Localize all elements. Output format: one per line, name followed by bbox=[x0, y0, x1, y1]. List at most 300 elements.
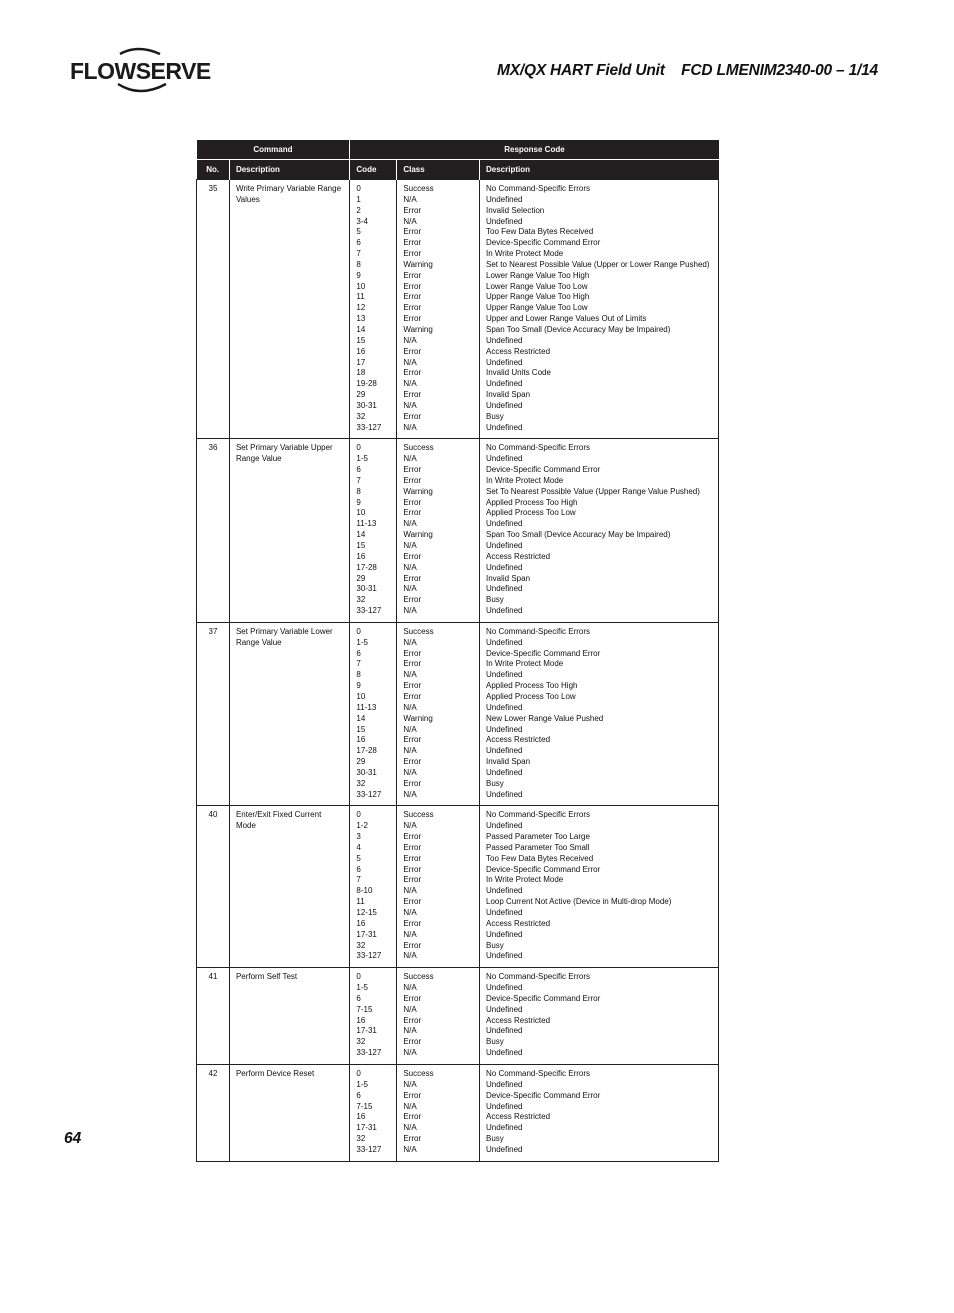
response-code: 30-31 bbox=[356, 584, 377, 594]
response-code: 0 bbox=[356, 626, 361, 636]
response-description: Applied Process Too High bbox=[486, 681, 578, 691]
response-class: Error bbox=[403, 875, 422, 885]
response-description: Lower Range Value Too High bbox=[486, 270, 590, 280]
response-class: Error bbox=[403, 681, 422, 691]
response-class: N/A bbox=[403, 606, 417, 616]
document-header-title: MX/QX HART Field Unit FCD LMENIM2340-00 – 1/14 bbox=[497, 62, 878, 79]
response-description: Undefined bbox=[486, 1048, 523, 1058]
response-code: 33-127 bbox=[356, 1144, 382, 1154]
response-code: 19-28 bbox=[356, 379, 377, 389]
response-code: 11-13 bbox=[356, 519, 377, 529]
response-description: Span Too Small (Device Accuracy May be Impaired) bbox=[486, 324, 671, 334]
response-class: N/A bbox=[403, 1004, 417, 1014]
response-code: 0 bbox=[356, 1068, 361, 1078]
response-class: N/A bbox=[403, 216, 417, 226]
response-class: N/A bbox=[403, 519, 417, 529]
table-row bbox=[197, 180, 719, 439]
response-class: Error bbox=[403, 897, 422, 907]
response-class: Warning bbox=[403, 713, 433, 723]
response-description: Too Few Data Bytes Received bbox=[486, 227, 594, 237]
response-code: 32 bbox=[356, 940, 366, 950]
response-description: Undefined bbox=[486, 194, 523, 204]
command-description: Enter/Exit Fixed Current Mode bbox=[229, 806, 349, 968]
response-description: Undefined bbox=[486, 1123, 523, 1133]
response-code: 9 bbox=[356, 270, 361, 280]
response-description: Undefined bbox=[486, 519, 523, 529]
response-code: 17-28 bbox=[356, 562, 377, 572]
response-class: N/A bbox=[403, 724, 417, 734]
response-class: Error bbox=[403, 465, 422, 475]
response-description: No Command-Specific Errors bbox=[486, 810, 591, 820]
response-code: 6 bbox=[356, 1090, 361, 1100]
response-code: 33-127 bbox=[356, 789, 382, 799]
response-class: N/A bbox=[403, 379, 417, 389]
response-description: Undefined bbox=[486, 702, 523, 712]
response-class: Error bbox=[403, 227, 422, 237]
response-code: 5 bbox=[356, 227, 361, 237]
header-response-description: Description bbox=[480, 160, 719, 180]
response-code: 1-2 bbox=[356, 821, 368, 831]
response-code: 15 bbox=[356, 335, 366, 345]
response-class: N/A bbox=[403, 422, 417, 432]
response-code: 1-5 bbox=[356, 1079, 368, 1089]
response-description: Access Restricted bbox=[486, 735, 551, 745]
response-description: Device-Specific Command Error bbox=[486, 1090, 601, 1100]
response-code: 1-5 bbox=[356, 454, 368, 464]
response-code: 8 bbox=[356, 259, 361, 269]
response-description: Busy bbox=[486, 778, 504, 788]
response-description-cell bbox=[480, 180, 719, 439]
response-description: Undefined bbox=[486, 951, 523, 961]
response-code-cell bbox=[350, 1064, 397, 1161]
response-class: N/A bbox=[403, 357, 417, 367]
response-code: 8 bbox=[356, 486, 361, 496]
response-code: 16 bbox=[356, 346, 366, 356]
response-code: 17-31 bbox=[356, 1026, 377, 1036]
response-code: 16 bbox=[356, 735, 366, 745]
response-code: 9 bbox=[356, 497, 361, 507]
response-description: In Write Protect Mode bbox=[486, 475, 564, 485]
command-description: Set Primary Variable Lower Range Value bbox=[229, 622, 349, 806]
header-no: No. bbox=[197, 160, 230, 180]
response-class-cell bbox=[397, 439, 480, 623]
response-code-cell bbox=[350, 180, 397, 439]
response-description: Undefined bbox=[486, 562, 523, 572]
response-class: Error bbox=[403, 205, 422, 215]
response-code: 7-15 bbox=[356, 1004, 373, 1014]
response-class: N/A bbox=[403, 983, 417, 993]
response-class: N/A bbox=[403, 584, 417, 594]
response-class: Error bbox=[403, 842, 422, 852]
response-description: Invalid Units Code bbox=[486, 368, 551, 378]
response-code: 16 bbox=[356, 1015, 366, 1025]
response-code: 0 bbox=[356, 184, 361, 193]
response-description: Undefined bbox=[486, 821, 523, 831]
response-description: Passed Parameter Too Small bbox=[486, 842, 590, 852]
response-code: 15 bbox=[356, 724, 366, 734]
response-class-cell bbox=[397, 1064, 480, 1161]
response-description: Undefined bbox=[486, 1144, 523, 1154]
response-code: 32 bbox=[356, 1037, 366, 1047]
response-description: Applied Process Too High bbox=[486, 497, 578, 507]
response-class: N/A bbox=[403, 789, 417, 799]
response-description-cell bbox=[480, 439, 719, 623]
table-row bbox=[197, 806, 719, 968]
response-description: In Write Protect Mode bbox=[486, 249, 564, 259]
response-description: Busy bbox=[486, 411, 504, 421]
response-description-cell bbox=[480, 968, 719, 1065]
logo-text: FLOWSERVE bbox=[70, 58, 211, 84]
response-class: Error bbox=[403, 918, 422, 928]
header-code: Code bbox=[350, 160, 397, 180]
response-class: Warning bbox=[403, 259, 433, 269]
response-class: Error bbox=[403, 249, 422, 259]
response-class: N/A bbox=[403, 400, 417, 410]
table-row bbox=[197, 968, 719, 1065]
response-code: 3-4 bbox=[356, 216, 368, 226]
response-code: 5 bbox=[356, 853, 361, 863]
response-class: Error bbox=[403, 573, 422, 583]
response-class: Error bbox=[403, 757, 422, 767]
response-class: N/A bbox=[403, 929, 417, 939]
response-description: Undefined bbox=[486, 789, 523, 799]
response-code: 30-31 bbox=[356, 400, 377, 410]
response-description: Undefined bbox=[486, 584, 523, 594]
response-code: 11 bbox=[356, 897, 365, 907]
response-description: Undefined bbox=[486, 637, 523, 647]
response-class: N/A bbox=[403, 1144, 417, 1154]
response-description: Invalid Span bbox=[486, 573, 531, 583]
response-class-cell bbox=[397, 622, 480, 806]
response-description: Set to Nearest Possible Value (Upper or Lower Range Pushed) bbox=[486, 259, 710, 269]
table-row bbox=[197, 1064, 719, 1161]
response-description: Access Restricted bbox=[486, 918, 551, 928]
response-description-cell bbox=[480, 1064, 719, 1161]
response-class: Error bbox=[403, 735, 422, 745]
response-code: 17-31 bbox=[356, 1123, 377, 1133]
response-class-cell bbox=[397, 806, 480, 968]
response-code: 14 bbox=[356, 324, 366, 334]
response-description: Device-Specific Command Error bbox=[486, 465, 601, 475]
response-code: 17-28 bbox=[356, 746, 377, 756]
response-class: Error bbox=[403, 292, 422, 302]
response-description: Undefined bbox=[486, 983, 523, 993]
response-description: Undefined bbox=[486, 746, 523, 756]
response-code: 7-15 bbox=[356, 1101, 373, 1111]
response-class: Error bbox=[403, 497, 422, 507]
response-class: Error bbox=[403, 1090, 422, 1100]
response-code: 1-5 bbox=[356, 983, 368, 993]
response-class: N/A bbox=[403, 1123, 417, 1133]
response-code: 17-31 bbox=[356, 929, 377, 939]
response-description: Invalid Selection bbox=[486, 205, 545, 215]
command-number: 40 bbox=[197, 806, 230, 968]
response-class: Error bbox=[403, 551, 422, 561]
response-class: N/A bbox=[403, 454, 417, 464]
response-class: Error bbox=[403, 853, 422, 863]
response-description: Undefined bbox=[486, 606, 523, 616]
response-code: 12 bbox=[356, 303, 366, 313]
response-description-cell bbox=[480, 622, 719, 806]
response-code: 0 bbox=[356, 810, 361, 820]
response-code: 10 bbox=[356, 281, 366, 291]
response-description: Device-Specific Command Error bbox=[486, 993, 601, 1003]
response-code: 17 bbox=[356, 357, 366, 367]
response-code: 33-127 bbox=[356, 606, 382, 616]
response-description: Undefined bbox=[486, 670, 523, 680]
response-description: New Lower Range Value Pushed bbox=[486, 713, 604, 723]
response-description: Lower Range Value Too Low bbox=[486, 281, 588, 291]
response-class: Error bbox=[403, 1015, 422, 1025]
response-code: 16 bbox=[356, 551, 366, 561]
response-class: Error bbox=[403, 368, 422, 378]
response-description: Undefined bbox=[486, 400, 523, 410]
response-code: 2 bbox=[356, 205, 361, 215]
response-description: In Write Protect Mode bbox=[486, 659, 564, 669]
response-class: Success bbox=[403, 810, 434, 820]
response-description: Upper Range Value Too High bbox=[486, 292, 590, 302]
response-code: 10 bbox=[356, 508, 366, 518]
response-description: Device-Specific Command Error bbox=[486, 864, 601, 874]
response-class: Error bbox=[403, 993, 422, 1003]
response-description: Too Few Data Bytes Received bbox=[486, 853, 594, 863]
response-description: Busy bbox=[486, 940, 504, 950]
response-class: Warning bbox=[403, 486, 433, 496]
response-class: Warning bbox=[403, 530, 433, 540]
response-description: Undefined bbox=[486, 216, 523, 226]
response-class-cell bbox=[397, 968, 480, 1065]
response-class: N/A bbox=[403, 562, 417, 572]
command-description: Write Primary Variable Range Values bbox=[229, 180, 349, 439]
response-class: N/A bbox=[403, 702, 417, 712]
response-class: Error bbox=[403, 864, 422, 874]
flowserve-logo bbox=[68, 44, 211, 96]
response-class: N/A bbox=[403, 541, 417, 550]
response-code-cell bbox=[350, 968, 397, 1065]
response-code: 7 bbox=[356, 249, 361, 259]
response-code: 18 bbox=[356, 368, 366, 378]
response-class: N/A bbox=[403, 637, 417, 647]
response-code: 1-5 bbox=[356, 637, 368, 647]
response-code: 14 bbox=[356, 713, 366, 723]
response-description: Applied Process Too Low bbox=[486, 508, 576, 518]
response-code: 32 bbox=[356, 1134, 366, 1144]
response-class: Error bbox=[403, 281, 422, 291]
response-description: Undefined bbox=[486, 541, 523, 550]
response-class: Success bbox=[403, 626, 434, 636]
response-code: 6 bbox=[356, 993, 361, 1003]
response-code: 11-13 bbox=[356, 702, 377, 712]
response-class: N/A bbox=[403, 194, 417, 204]
response-class: N/A bbox=[403, 1079, 417, 1089]
response-code: 32 bbox=[356, 778, 366, 788]
response-class: Error bbox=[403, 270, 422, 280]
response-code: 33-127 bbox=[356, 1048, 382, 1058]
response-code: 14 bbox=[356, 530, 366, 540]
table-row bbox=[197, 439, 719, 623]
response-class: Success bbox=[403, 972, 434, 982]
response-description: No Command-Specific Errors bbox=[486, 626, 591, 636]
response-description: Set To Nearest Possible Value (Upper Range Value Pushed) bbox=[486, 486, 700, 496]
command-number: 41 bbox=[197, 968, 230, 1065]
response-code: 6 bbox=[356, 648, 361, 658]
response-class: N/A bbox=[403, 767, 417, 777]
response-class: N/A bbox=[403, 821, 417, 831]
response-description: Undefined bbox=[486, 379, 523, 389]
response-code: 7 bbox=[356, 659, 361, 669]
response-code: 8-10 bbox=[356, 886, 373, 896]
response-description: Undefined bbox=[486, 1004, 523, 1014]
response-description: Applied Process Too Low bbox=[486, 691, 576, 701]
response-description: Busy bbox=[486, 1134, 504, 1144]
table-body bbox=[197, 180, 719, 1162]
response-description: Upper and Lower Range Values Out of Limits bbox=[486, 314, 647, 324]
command-number: 36 bbox=[197, 439, 230, 623]
response-description: Invalid Span bbox=[486, 757, 531, 767]
response-class: Error bbox=[403, 411, 422, 421]
response-description: Busy bbox=[486, 595, 504, 605]
command-number: 37 bbox=[197, 622, 230, 806]
response-code: 30-31 bbox=[356, 767, 377, 777]
response-code-cell bbox=[350, 806, 397, 968]
response-description: No Command-Specific Errors bbox=[486, 443, 591, 453]
response-code: 32 bbox=[356, 411, 366, 421]
response-code: 33-127 bbox=[356, 422, 382, 432]
response-class: Error bbox=[403, 940, 422, 950]
response-class: N/A bbox=[403, 951, 417, 961]
response-code: 29 bbox=[356, 573, 366, 583]
response-code: 0 bbox=[356, 972, 361, 982]
response-class: N/A bbox=[403, 1101, 417, 1111]
response-class-cell bbox=[397, 180, 480, 439]
response-class: Success bbox=[403, 184, 434, 193]
response-code-table bbox=[196, 140, 719, 1162]
command-description: Set Primary Variable Upper Range Value bbox=[229, 439, 349, 623]
response-class: Error bbox=[403, 508, 422, 518]
response-description: Passed Parameter Too Large bbox=[486, 832, 590, 842]
response-code: 0 bbox=[356, 443, 361, 453]
response-class: Success bbox=[403, 1068, 434, 1078]
response-description: Loop Current Not Active (Device in Multi-drop Mode) bbox=[486, 897, 672, 907]
response-code: 6 bbox=[356, 238, 361, 248]
response-class: Error bbox=[403, 1037, 422, 1047]
response-class: Error bbox=[403, 303, 422, 313]
response-class: N/A bbox=[403, 1026, 417, 1036]
response-code: 1 bbox=[356, 194, 361, 204]
response-description: Invalid Span bbox=[486, 390, 531, 400]
response-description: Device-Specific Command Error bbox=[486, 238, 601, 248]
response-code: 29 bbox=[356, 757, 366, 767]
response-class: Error bbox=[403, 832, 422, 842]
response-code: 4 bbox=[356, 842, 361, 852]
page-number: 64 bbox=[64, 1130, 82, 1147]
response-class: Warning bbox=[403, 324, 433, 334]
response-description: Undefined bbox=[486, 908, 523, 917]
response-description: Access Restricted bbox=[486, 1015, 551, 1025]
response-description: No Command-Specific Errors bbox=[486, 184, 591, 193]
command-description: Perform Self Test bbox=[229, 968, 349, 1065]
response-code: 13 bbox=[356, 314, 366, 324]
response-description: Undefined bbox=[486, 929, 523, 939]
response-code-cell bbox=[350, 622, 397, 806]
response-description: Device-Specific Command Error bbox=[486, 648, 601, 658]
response-class: N/A bbox=[403, 1048, 417, 1058]
response-description: Access Restricted bbox=[486, 1112, 551, 1122]
response-code: 6 bbox=[356, 864, 361, 874]
command-number: 42 bbox=[197, 1064, 230, 1161]
response-description: Undefined bbox=[486, 724, 523, 734]
response-code: 32 bbox=[356, 595, 366, 605]
response-class: Error bbox=[403, 390, 422, 400]
response-class: Error bbox=[403, 314, 422, 324]
response-code: 6 bbox=[356, 465, 361, 475]
response-class: Error bbox=[403, 1112, 422, 1122]
response-code: 33-127 bbox=[356, 951, 382, 961]
response-description: Busy bbox=[486, 1037, 504, 1047]
response-class: Error bbox=[403, 475, 422, 485]
table-row bbox=[197, 622, 719, 806]
command-description: Perform Device Reset bbox=[229, 1064, 349, 1161]
response-class: Error bbox=[403, 648, 422, 658]
response-description: Undefined bbox=[486, 886, 523, 896]
response-class: Error bbox=[403, 595, 422, 605]
response-class: N/A bbox=[403, 335, 417, 345]
response-class: Error bbox=[403, 346, 422, 356]
response-description: No Command-Specific Errors bbox=[486, 1068, 591, 1078]
response-code: 16 bbox=[356, 918, 366, 928]
response-description: Upper Range Value Too Low bbox=[486, 303, 588, 313]
response-description: Access Restricted bbox=[486, 346, 551, 356]
response-class: Error bbox=[403, 238, 422, 248]
response-description: Undefined bbox=[486, 357, 523, 367]
response-description: In Write Protect Mode bbox=[486, 875, 564, 885]
response-class: Error bbox=[403, 659, 422, 669]
response-code: 7 bbox=[356, 475, 361, 485]
header-command-description: Description bbox=[229, 160, 349, 180]
response-description-cell bbox=[480, 806, 719, 968]
response-description: Span Too Small (Device Accuracy May be Impaired) bbox=[486, 530, 671, 540]
response-code: 12-15 bbox=[356, 908, 377, 917]
response-code: 8 bbox=[356, 670, 361, 680]
response-class: N/A bbox=[403, 670, 417, 680]
response-description: Undefined bbox=[486, 1026, 523, 1036]
response-class: Error bbox=[403, 1134, 422, 1144]
response-description: Undefined bbox=[486, 1101, 523, 1111]
header-command-group: Command bbox=[197, 140, 350, 160]
response-description: Access Restricted bbox=[486, 551, 551, 561]
response-code: 15 bbox=[356, 541, 366, 550]
response-class: N/A bbox=[403, 908, 417, 917]
response-code: 10 bbox=[356, 691, 366, 701]
response-description: Undefined bbox=[486, 1079, 523, 1089]
response-class: N/A bbox=[403, 746, 417, 756]
response-code: 11 bbox=[356, 292, 365, 302]
response-description: No Command-Specific Errors bbox=[486, 972, 591, 982]
response-code: 9 bbox=[356, 681, 361, 691]
response-description: Undefined bbox=[486, 335, 523, 345]
response-description: Undefined bbox=[486, 767, 523, 777]
header-class: Class bbox=[397, 160, 480, 180]
response-description: Undefined bbox=[486, 422, 523, 432]
response-class: Success bbox=[403, 443, 434, 453]
header-response-group: Response Code bbox=[350, 140, 719, 160]
response-code-cell bbox=[350, 439, 397, 623]
response-class: Error bbox=[403, 778, 422, 788]
response-class: Error bbox=[403, 691, 422, 701]
response-code: 29 bbox=[356, 390, 366, 400]
response-class: N/A bbox=[403, 886, 417, 896]
response-code: 7 bbox=[356, 875, 361, 885]
